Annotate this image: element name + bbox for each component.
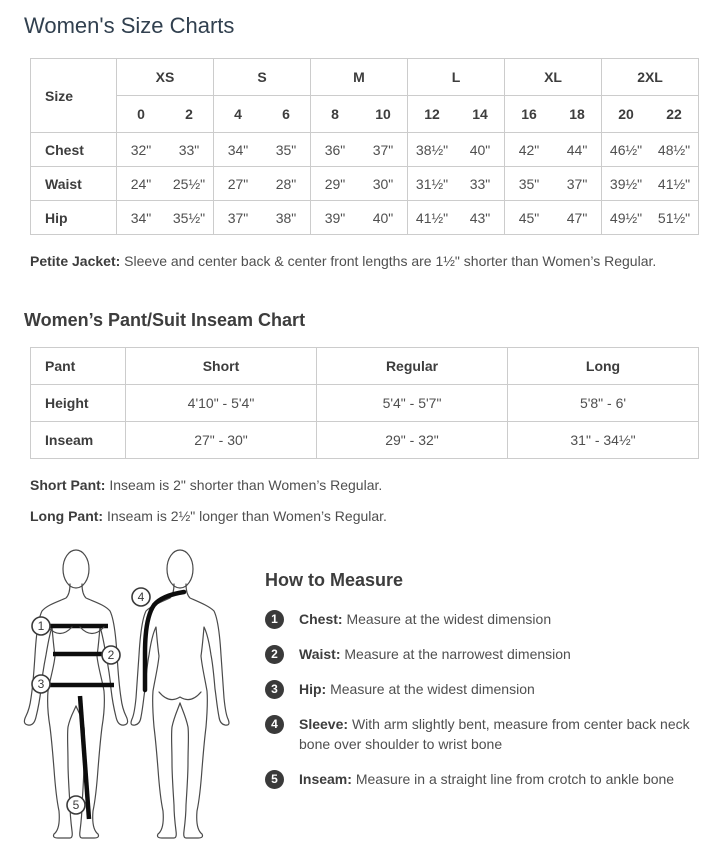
size-group-m: M xyxy=(311,59,408,96)
cell: 48½" xyxy=(650,133,699,167)
row-label: Height xyxy=(31,385,126,422)
item-text: Measure at the widest dimension xyxy=(346,611,552,627)
item-label: Chest: xyxy=(299,611,343,627)
item-label: Waist: xyxy=(299,646,341,662)
item-label: Hip: xyxy=(299,681,327,697)
row-label: Waist xyxy=(31,167,117,201)
marker-4 xyxy=(132,588,150,606)
marker-3 xyxy=(32,675,50,693)
cell: 36" xyxy=(311,133,360,167)
size-number-header-row xyxy=(31,96,699,133)
row-label: Chest xyxy=(31,133,117,167)
item-text: Measure at the widest dimension xyxy=(330,681,535,697)
size-group-xl: XL xyxy=(505,59,602,96)
list-item-text xyxy=(299,679,535,699)
cell: 29" xyxy=(311,167,360,201)
list-item-text xyxy=(299,769,674,789)
size-group-header-row xyxy=(31,59,699,96)
cell: 46½" xyxy=(602,133,651,167)
cell: 32" xyxy=(117,133,166,167)
size-number: 4 xyxy=(214,96,263,133)
size-number: 0 xyxy=(117,96,166,133)
list-item-text xyxy=(299,644,571,664)
table-row-height xyxy=(31,385,699,422)
page-title: Women's Size Charts xyxy=(24,13,235,38)
size-number: 2 xyxy=(165,96,214,133)
cell: 42" xyxy=(505,133,554,167)
row-label: Hip xyxy=(31,201,117,235)
size-number: 12 xyxy=(408,96,457,133)
note-label: Petite Jacket: xyxy=(30,253,121,269)
cell: 35" xyxy=(505,167,554,201)
item-label: Sleeve: xyxy=(299,716,349,732)
svg-text:5: 5 xyxy=(72,798,80,812)
cell: 5'8" - 6' xyxy=(508,385,699,422)
size-group-2xl: 2XL xyxy=(602,59,699,96)
svg-text:4: 4 xyxy=(137,590,145,604)
cell: 33" xyxy=(165,133,214,167)
cell: 35" xyxy=(262,133,311,167)
item-text: Measure at the narrowest dimension xyxy=(344,646,571,662)
cell: 27" xyxy=(214,167,263,201)
number-badge: 3 xyxy=(265,680,284,699)
list-item xyxy=(265,609,699,629)
item-text: With arm slightly bent, measure from center back neck bone over shoulder to wrist bone xyxy=(299,716,690,752)
size-group-l: L xyxy=(408,59,505,96)
back-figure-head xyxy=(167,550,193,588)
cell: 31½" xyxy=(408,167,457,201)
how-to-measure-section xyxy=(265,543,699,804)
cell: 34" xyxy=(214,133,263,167)
cell: 37" xyxy=(214,201,263,235)
how-to-measure-title: How to Measure xyxy=(265,570,404,590)
cell: 29" - 32" xyxy=(317,422,508,459)
table-row-hip xyxy=(31,201,699,235)
number-badge: 4 xyxy=(265,715,284,734)
size-number: 8 xyxy=(311,96,360,133)
size-chart-table xyxy=(30,58,699,235)
cell: 28" xyxy=(262,167,311,201)
back-figure-buttocks xyxy=(159,692,201,700)
cell: 39½" xyxy=(602,167,651,201)
row-label: Inseam xyxy=(31,422,126,459)
cell: 47" xyxy=(553,201,602,235)
svg-text:1: 1 xyxy=(37,619,45,633)
table-row-chest xyxy=(31,133,699,167)
note-text: Inseam is 2" shorter than Women’s Regular. xyxy=(109,477,383,493)
cell: 49½" xyxy=(602,201,651,235)
body-measurement-diagram xyxy=(8,543,258,843)
marker-2 xyxy=(102,646,120,664)
size-number: 6 xyxy=(262,96,311,133)
cell: 37" xyxy=(553,167,602,201)
cell: 38½" xyxy=(408,133,457,167)
cell: 38" xyxy=(262,201,311,235)
svg-text:3: 3 xyxy=(37,677,45,691)
short-pant-note xyxy=(30,476,713,494)
cell: 24" xyxy=(117,167,166,201)
size-group-s: S xyxy=(214,59,311,96)
table-row-inseam xyxy=(31,422,699,459)
cell: 5'4" - 5'7" xyxy=(317,385,508,422)
inseam-chart-title: Women’s Pant/Suit Inseam Chart xyxy=(24,310,306,330)
number-badge: 5 xyxy=(265,770,284,789)
cell: 25½" xyxy=(165,167,214,201)
cell: 51½" xyxy=(650,201,699,235)
svg-text:2: 2 xyxy=(107,648,115,662)
note-label: Long Pant: xyxy=(30,508,104,524)
sleeve-measure-line xyxy=(145,592,184,690)
inseam-header-row xyxy=(31,348,699,385)
cell: 43" xyxy=(456,201,505,235)
back-figure-outline xyxy=(131,584,180,838)
cell: 35½" xyxy=(165,201,214,235)
cell: 41½" xyxy=(408,201,457,235)
cell: 41½" xyxy=(650,167,699,201)
long-pant-note xyxy=(30,507,713,525)
item-label: Inseam: xyxy=(299,771,352,787)
cell: 34" xyxy=(117,201,166,235)
header-regular: Regular xyxy=(317,348,508,385)
list-item xyxy=(265,679,699,699)
number-badge: 1 xyxy=(265,610,284,629)
cell: 44" xyxy=(553,133,602,167)
table-row-waist xyxy=(31,167,699,201)
size-group-xs: XS xyxy=(117,59,214,96)
item-text: Measure in a straight line from crotch to ankle bone xyxy=(355,771,675,787)
size-number: 10 xyxy=(359,96,408,133)
cell: 40" xyxy=(359,201,408,235)
cell: 45" xyxy=(505,201,554,235)
size-number: 20 xyxy=(602,96,651,133)
cell: 37" xyxy=(359,133,408,167)
how-to-measure-list xyxy=(265,609,699,789)
note-label: Short Pant: xyxy=(30,477,106,493)
petite-jacket-note xyxy=(30,252,713,270)
size-corner-label: Size xyxy=(31,59,117,133)
number-badge: 2 xyxy=(265,645,284,664)
inseam-chart-table xyxy=(30,347,699,459)
cell: 31" - 34½" xyxy=(508,422,699,459)
marker-5 xyxy=(67,796,85,814)
measure-section xyxy=(0,543,713,843)
front-figure-head xyxy=(63,550,89,588)
header-long: Long xyxy=(508,348,699,385)
cell: 39" xyxy=(311,201,360,235)
cell: 30" xyxy=(359,167,408,201)
note-text: Inseam is 2½" longer than Women’s Regular. xyxy=(107,508,387,524)
list-item-text xyxy=(299,609,551,629)
cell: 33" xyxy=(456,167,505,201)
size-number: 22 xyxy=(650,96,699,133)
size-number: 16 xyxy=(505,96,554,133)
header-short: Short xyxy=(126,348,317,385)
list-item xyxy=(265,644,699,664)
list-item-text xyxy=(299,714,699,754)
pant-corner-label: Pant xyxy=(31,348,126,385)
list-item xyxy=(265,769,699,789)
note-text: Sleeve and center back & center front lengths are 1½" shorter than Women’s Regular. xyxy=(124,253,657,269)
size-number: 14 xyxy=(456,96,505,133)
cell: 27" - 30" xyxy=(126,422,317,459)
cell: 4'10" - 5'4" xyxy=(126,385,317,422)
marker-1 xyxy=(32,617,50,635)
list-item xyxy=(265,714,699,754)
size-number: 18 xyxy=(553,96,602,133)
cell: 40" xyxy=(456,133,505,167)
